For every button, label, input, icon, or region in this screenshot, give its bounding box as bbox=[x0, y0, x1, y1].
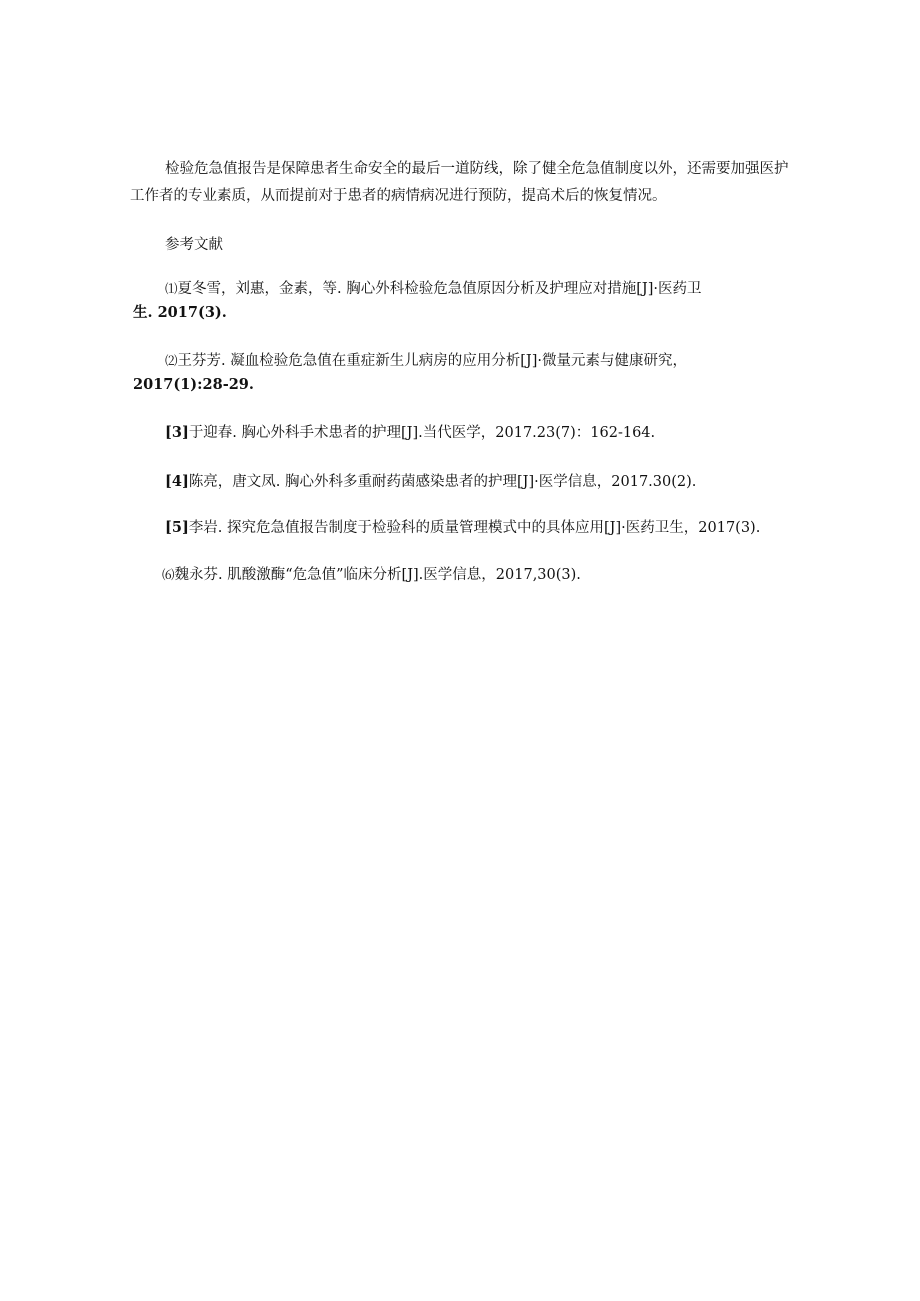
reference-item bbox=[133, 349, 687, 396]
reference-text: 于迎春. 胸心外科手术患者的护理[J].当代医学，2017.23(7)：162-164. bbox=[188, 425, 656, 441]
reference-number: [5] bbox=[165, 519, 189, 536]
reference-text-continued: 生. 2017(3). bbox=[133, 304, 227, 321]
reference-number: [4] bbox=[165, 473, 189, 490]
reference-number: ⑵ bbox=[165, 353, 178, 368]
reference-text: 夏冬雪，刘惠，金素，等. 胸心外科检验危急值原因分析及护理应对措施[J]·医药卫 bbox=[177, 281, 702, 297]
reference-number: ⑹ bbox=[162, 567, 175, 582]
reference-text: 王芬芳. 凝血检验危急值在重症新生儿病房的应用分析[J]·微量元素与健康研究， bbox=[177, 353, 687, 369]
references-heading: 参考文献 bbox=[165, 237, 223, 253]
reference-text-continued: 2017(1):28-29. bbox=[133, 376, 254, 393]
reference-number: [3] bbox=[165, 424, 189, 441]
reference-item bbox=[165, 421, 655, 445]
reference-text: 魏永芬. 肌酸激酶“危急值”临床分析[J].医学信息，2017,30(3). bbox=[174, 567, 581, 583]
body-paragraph: 检验危急值报告是保障患者生命安全的最后一道防线，除了健全危急值制度以外，还需要加强医护工作者的专业素质，从而提前对于患者的病情病况进行预防，提高术后的恢复情况。 bbox=[130, 161, 789, 204]
reference-item bbox=[133, 277, 702, 324]
reference-item bbox=[165, 516, 760, 540]
reference-text: 陈亮，唐文凤. 胸心外科多重耐药菌感染患者的护理[J]·医学信息，2017.30(2). bbox=[188, 474, 697, 490]
reference-number: ⑴ bbox=[165, 281, 178, 296]
reference-text: 李岩. 探究危急值报告制度于检验科的质量管理模式中的具体应用[J]·医药卫生，2017(3). bbox=[188, 520, 761, 536]
reference-item bbox=[162, 563, 581, 587]
reference-item bbox=[165, 470, 696, 494]
